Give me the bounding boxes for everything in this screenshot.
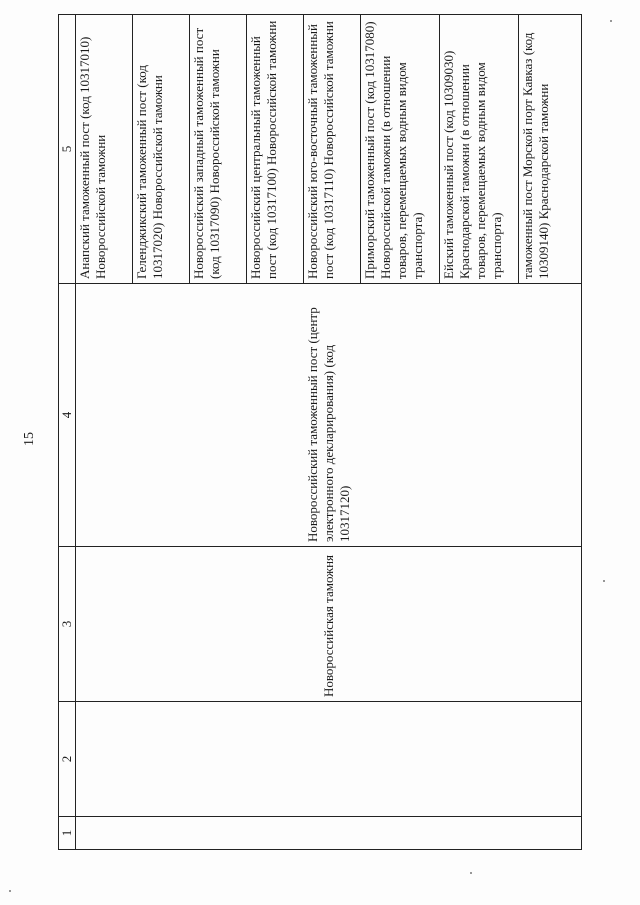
column-header-2: 2 bbox=[59, 702, 76, 817]
customs-table bbox=[58, 14, 582, 850]
customs-post-cell: Приморский таможенный пост (код 10317080) Новороссийской таможни (в отношении товаров, перемещаемых водным видом транспорта) bbox=[361, 15, 440, 284]
table-header-row bbox=[59, 15, 76, 850]
scan-speck bbox=[610, 20, 612, 22]
column-header-5: 5 bbox=[59, 15, 76, 284]
customs-name-cell: Новороссийская таможня bbox=[76, 547, 582, 702]
customs-post-cell: Новороссийский юго-восточный таможенный пост (код 10317110) Новороссийской таможни bbox=[304, 15, 361, 284]
scan-speck bbox=[603, 580, 605, 582]
customs-post-cell: Анапский таможенный пост (код 10317010) Новороссийской таможни bbox=[76, 15, 133, 284]
column-header-1: 1 bbox=[59, 817, 76, 850]
column-header-3: 3 bbox=[59, 547, 76, 702]
customs-post-cell: Новороссийский центральный таможенный пост (код 10317100) Новороссийской таможни bbox=[247, 15, 304, 284]
cell-col2 bbox=[76, 702, 582, 817]
customs-post-cell: Новороссийский западный таможенный пост (код 10317090) Новороссийской таможни bbox=[190, 15, 247, 284]
electronic-declaration-post-cell: Новороссийский таможенный пост (центр электронного декларирования) (код 10317120) bbox=[76, 284, 582, 547]
customs-post-cell: Ейский таможенный пост (код 10309030) Краснодарской таможни (в отношении товаров, перемещаемых водным видом транспорта) bbox=[440, 15, 519, 284]
scan-speck bbox=[470, 872, 472, 874]
cell-col1 bbox=[76, 817, 582, 850]
customs-table-container bbox=[58, 20, 551, 850]
customs-post-cell: Геленджикский таможенный пост (код 10317020) Новороссийской таможни bbox=[133, 15, 190, 284]
table-row bbox=[76, 15, 133, 850]
column-header-4: 4 bbox=[59, 284, 76, 547]
scan-speck bbox=[9, 890, 11, 892]
page-number: 15 bbox=[22, 432, 37, 446]
customs-post-cell: таможенный пост Морской порт Кавказ (код 10309140) Краснодарской таможни bbox=[519, 15, 582, 284]
